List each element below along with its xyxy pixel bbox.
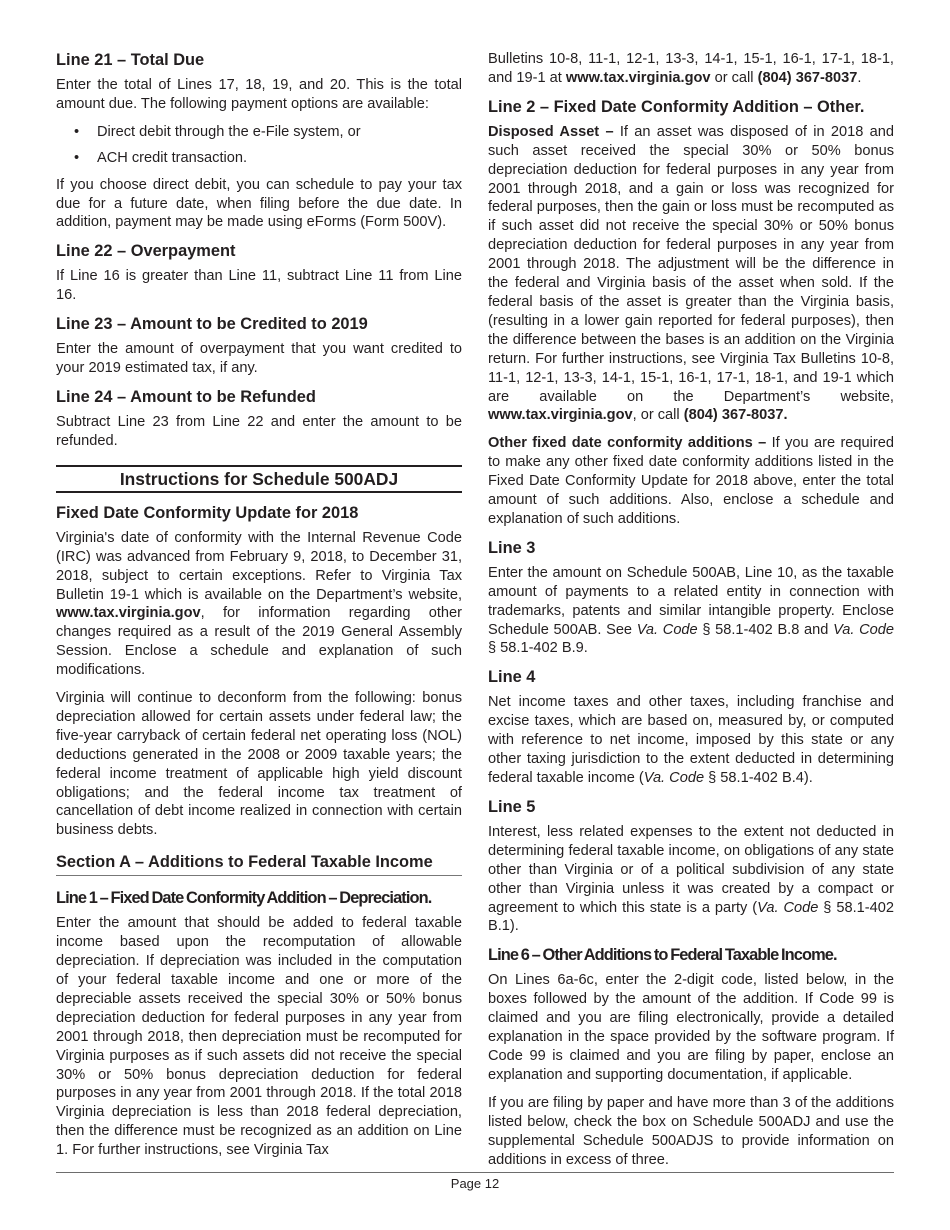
line1-continuation: Bulletins 10-8, 11-1, 12-1, 13-3, 14-1, 15-1, 16-1, 17-1, 18-1, and 19-1 at www.tax.virginia.gov or call (804) 367-8037. [488,51,894,86]
line5-body: Interest, less related expenses to the extent not deducted in determining federal taxable income, on obligations of any state other than Virginia or of a political subdivision of any state other than Virginia unless it was created by a compact or agreement to which this state is a party (Va. Code § 58.1-402 B.1). [488,823,894,935]
line21-heading: Line 21 – Total Due [56,51,205,69]
section-a-heading: Section A – Additions to Federal Taxable Income [56,852,462,876]
line5-heading: Line 5 [488,797,536,816]
line6-paragraph-2: If you are filing by paper and have more than 3 of the additions listed below, check the box on Schedule 500ADJ and use the supplemental Schedule 500ADJS to provide information on additions in excess of three. [488,1094,894,1168]
line21-note: If you choose direct debit, you can schedule to pay your tax due for a future date, when filing before the due date. In addition, payment may be made using eForms (Form 500V). [56,176,462,231]
phone-number: (804) 367-8037 [757,69,858,86]
line23-heading: Line 23 – Amount to be Credited to 2019 [56,315,368,334]
footer-divider [56,1172,894,1173]
conformity-paragraph-2: Virginia will continue to deconform from the following: bonus depreciation allowed for certain assets under federal law; the five-year carryback of certain federal net operating loss (NOL) deductions generated in the 2008 or 2009 taxable years; the federal income treatment of applicable high yield discount obligations; and the federal income tax treatment of cancellation of debt income realized in connection with certain business debts. [56,690,462,839]
conformity-paragraph-1: Virginia's date of conformity with the Internal Revenue Code (IRC) was advanced from February 9, 2018, to December 31, 2018, subject to certain exceptions. Refer to Virginia Tax Bulletin 19-1 which is available on the Department’s website, www.tax.virginia.gov, for information regarding other changes required as a result of the 2019 General Assembly Session. Enclose a schedule and explanation of such modifications. [56,529,462,679]
line1-heading: Line 1 – Fixed Date Conformity Addition – Depreciation. [56,889,432,908]
left-column [56,50,462,1169]
line6-heading: Line 6 – Other Additions to Federal Taxable Income. [488,946,837,965]
list-item: • Direct debit through the e-File system, or [74,123,361,140]
bullet-icon: • [74,123,80,140]
other-additions-paragraph: Other fixed date conformity additions – If you are required to make any other fixed date conformity additions listed in the Fixed Date Conformity Update for 2018 above, enter the total amount of such additions. Also, enclose a schedule and explanation of such additions. [488,435,894,527]
list-item: • ACH credit transaction. [74,149,248,166]
line1-body: Enter the amount that should be added to federal taxable income based upon the recomputation of allowable depreciation. If depreciation was included in the computation of your federal taxable income and one or more of the depreciable assets received the special 30% or 50% bonus depreciation deduction for federal purposes in any year from 2001 through 2018, then depreciation must be recomputed for Virginia purposes as if such assets did not receive the special 30% or 50% bonus depreciation deduction for federal purposes in any year from 2001 through 2018. If the total 2018 Virginia depreciation is less than 2018 federal depreciation, then the difference must be recognized as an addition on Line 1. For further instructions, see Virginia Tax [56,915,462,1159]
bullet-icon: • [74,149,80,166]
tax-website-link[interactable]: www.tax.virginia.gov [488,407,633,424]
line24-body: Subtract Line 23 from Line 22 and enter the amount to be refunded. [56,413,462,449]
tax-website-link[interactable]: www.tax.virginia.gov [56,605,201,622]
line24-heading: Line 24 – Amount to be Refunded [56,387,316,406]
line23-body: Enter the amount of overpayment that you want credited to your 2019 estimated tax, if any. [56,341,462,377]
tax-website-link[interactable]: www.tax.virginia.gov [565,69,711,86]
line3-body: Enter the amount on Schedule 500AB, Line 10, as the taxable amount of payments to a related entity in connection with trademarks, patents and similar intangible property. Enclose Schedule 500AB. See Va. Code § 58.1-402 B.8 and Va. Code § 58.1-402 B.9. [488,564,894,657]
line4-heading: Line 4 [488,668,536,687]
schedule-500adj-banner: Instructions for Schedule 500ADJ [56,465,462,493]
conformity-heading: Fixed Date Conformity Update for 2018 [56,503,359,522]
page-number: Page 12 [450,1176,500,1191]
line6-paragraph-1: On Lines 6a-6c, enter the 2-digit code, listed below, in the boxes followed by the amount of the addition. If Code 99 is claimed and you are filing electronically, provide a detailed explanation in the space provided by the software program. If Code 99 is claimed and you are filing by paper, enclose an explanation and supporting documentation, if applicable. [488,972,894,1083]
line22-heading: Line 22 – Overpayment [56,242,236,261]
line22-body: If Line 16 is greater than Line 11, subtract Line 11 from Line 16. [56,268,462,304]
line3-heading: Line 3 [488,538,536,557]
line4-body: Net income taxes and other taxes, including franchise and excise taxes, which are based on, measured by, or computed with reference to net income, imposed by this state or any other taxing jurisdiction to the extent deducted in determining federal taxable income (Va. Code § 58.1-402 B.4). [488,694,894,786]
disposed-asset-paragraph: Disposed Asset – If an asset was disposed of in 2018 and such asset received the special 30% or 50% bonus depreciation deduction for federal purposes in any year from 2001 through 2018, and a gain or loss was recognized for federal purposes, then the gain or loss must be recomputed as if such asset did not receive the special 30% or 50% bonus depreciation deduction for federal purposes in any year from 2001 through 2018. The adjustment will be the difference in the federal and Virginia basis of the asset when sold. If the federal basis of the asset is greater than the Virginia basis, (resulting in a lower gain reported for federal purposes), then the difference between the bases is an addition on the Virginia return. For further instructions, see Virginia Tax Bulletins 10-8, 11-1, 12-1, 13-3, 14-1, 15-1, 16-1, 17-1, 18-1, and 19-1 which are available on the Department’s website, www.tax.virginia.gov, or call (804) 367-8037. [488,123,894,424]
right-column [488,50,894,1178]
line21-intro: Enter the total of Lines 17, 18, 19, and 20. This is the total amount due. The following payment options are available: [56,77,462,112]
line2-heading: Line 2 – Fixed Date Conformity Addition – Other. [488,97,865,116]
payment-options-list [56,123,462,168]
phone-number: (804) 367-8037. [683,407,788,424]
